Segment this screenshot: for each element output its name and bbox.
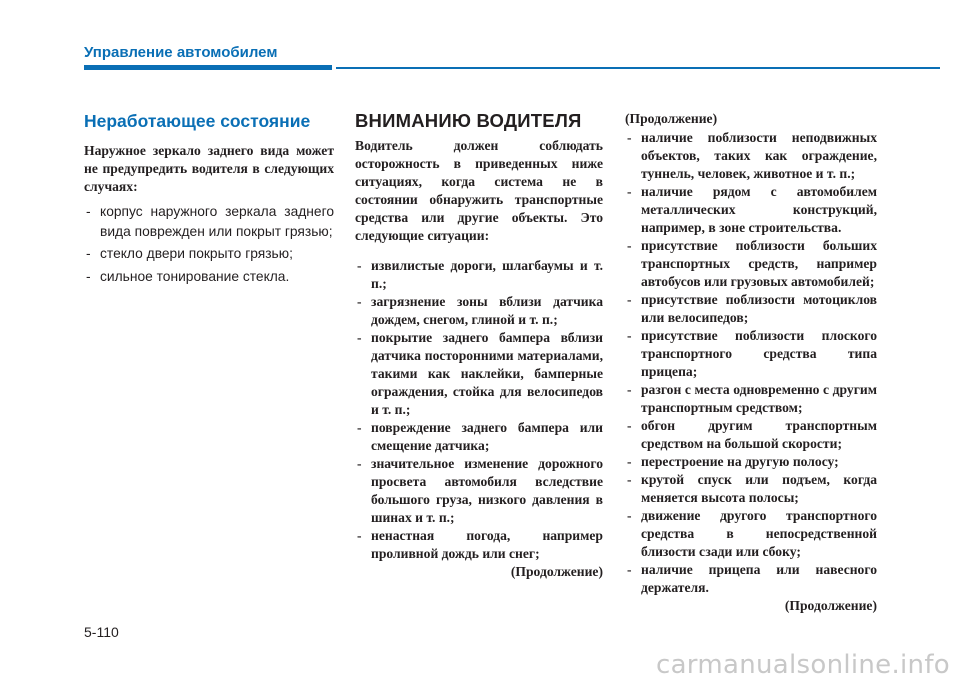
list-item: - наличие рядом с автомобилем металлических конструкций, например, в зоне строительства. (625, 183, 877, 237)
list-item: - стекло двери покрыто грязью; (84, 244, 334, 264)
list-item: - загрязнение зоны вблизи датчика дождем, снегом, глиной и т. п.; (355, 293, 603, 329)
page-number: 5-110 (84, 624, 119, 640)
header-rule-thin (336, 67, 940, 69)
header-rule-thick (84, 65, 332, 70)
driver-attention-list (355, 257, 603, 563)
list-item: - перестроение на другую полосу; (625, 453, 877, 471)
driver-attention-heading: ВНИМАНИЮ ВОДИТЕЛЯ (355, 110, 582, 131)
list-item: - присутствие поблизости мотоциклов или велосипедов; (625, 291, 877, 327)
list-item: - ненастная погода, например проливной дождь или снег; (355, 527, 603, 563)
driver-attention-intro: Водитель должен соблюдать осторожность в приведенных ниже ситуациях, когда система не в состоянии обнаружить транспортные средства или другие объекты. Это следующие ситуации: (355, 138, 603, 243)
column-malfunction (84, 110, 334, 289)
driver-attention-list-continued (625, 129, 877, 597)
malfunction-heading: Неработающее состояние (84, 111, 311, 131)
column-driver-attention-continued (625, 110, 877, 615)
continued-label: (Продолжение) (510, 564, 603, 579)
list-item: - покрытие заднего бампера вблизи датчика посторонними материалами, такими как наклейки, бамперные ограждения, стойка для велосипедов и т. п.; (355, 329, 603, 419)
list-item: - крутой спуск или подъем, когда меняется высота полосы; (625, 471, 877, 507)
list-item: - наличие поблизости неподвижных объектов, таких как ограждение, туннель, человек, животное и т. п.; (625, 129, 877, 183)
list-item: - присутствие поблизости больших транспортных средств, например автобусов или грузовых автомобилей; (625, 237, 877, 291)
list-item: - движение другого транспортного средства в непосредственной близости сзади или сбоку; (625, 507, 877, 561)
list-item: - обгон другим транспортным средством на большой скорости; (625, 417, 877, 453)
list-item: - повреждение заднего бампера или смещение датчика; (355, 419, 603, 455)
list-item: - значительное изменение дорожного просвета автомобиля вследствие большого груза, низкого давления в шинах и т. п.; (355, 455, 603, 527)
list-item: - присутствие поблизости плоского транспортного средства типа прицепа; (625, 327, 877, 381)
column-driver-attention (355, 110, 603, 581)
malfunction-intro: Наружное зеркало заднего вида может не предупредить водителя в следующих случаях: (84, 143, 334, 194)
list-item: - сильное тонирование стекла. (84, 267, 334, 287)
list-item: - извилистые дороги, шлагбаумы и т. п.; (355, 257, 603, 293)
watermark: carmanualsonline.info (655, 650, 950, 680)
list-item: - наличие прицепа или навесного держателя. (625, 561, 877, 597)
list-item: - разгон с места одновременно с другим транспортным средством; (625, 381, 877, 417)
section-title: Управление автомобилем (84, 44, 278, 61)
malfunction-list (84, 202, 334, 286)
continued-label-bottom: (Продолжение) (784, 598, 877, 613)
continued-label-top: (Продолжение) (625, 111, 718, 126)
list-item: - корпус наружного зеркала заднего вида поврежден или покрыт грязью; (84, 202, 334, 241)
